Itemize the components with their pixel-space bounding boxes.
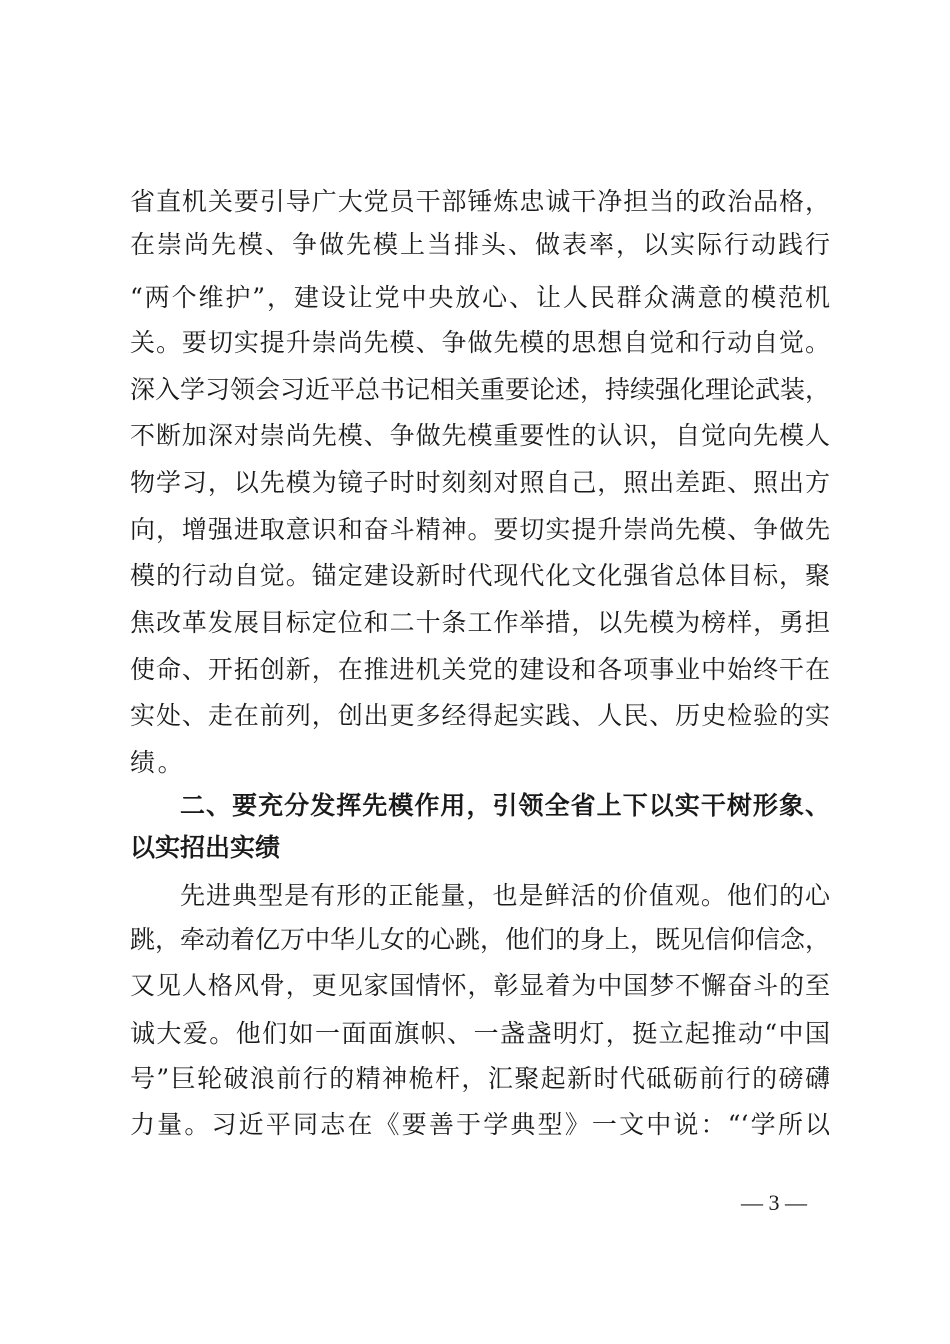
heading-line: 以实招出实绩 (130, 833, 281, 862)
text-line: 使命、开拓创新，在推进机关党的建设和各项事业中始终干在 (130, 655, 830, 684)
text-line: 省直机关要引导广大党员干部锤炼忠诚干净担当的政治品格， (130, 187, 830, 216)
text-line: 关。要切实提升崇尚先模、争做先模的思想自觉和行动自觉。 (130, 328, 830, 357)
text-line: 实处、走在前列，创出更多经得起实践、人民、历史检验的实 (130, 701, 830, 730)
text-line: “两个维护”，建设让党中央放心、让人民群众满意的模范机 (130, 283, 830, 312)
page-number: — 3 — (741, 1190, 807, 1215)
text-line: 在崇尚先模、争做先模上当排头、做表率，以实际行动践行 (130, 230, 830, 259)
text-line: 号”巨轮破浪前行的精神桅杆，汇聚起新时代砥砺前行的磅礴 (130, 1064, 830, 1093)
text-line: 焦改革发展目标定位和二十条工作举措，以先模为榜样，勇担 (130, 608, 830, 637)
text-line: 向，增强进取意识和奋斗精神。要切实提升崇尚先模、争做先 (130, 515, 830, 544)
text-line: 又见人格风骨，更见家国情怀，彰显着为中国梦不懈奋斗的至 (130, 971, 830, 1000)
text-line: 模的行动自觉。锚定建设新时代现代化文化强省总体目标，聚 (130, 561, 830, 590)
text-line: 诚大爱。他们如一面面旗帜、一盏盏明灯，挺立起推动“中国 (130, 1019, 830, 1048)
text-line: 不断加深对崇尚先模、争做先模重要性的认识，自觉向先模人 (130, 421, 830, 450)
text-line: 跳，牵动着亿万中华儿女的心跳，他们的身上，既见信仰信念， (130, 925, 831, 954)
text-line: 先进典型是有形的正能量，也是鲜活的价值观。他们的心 (180, 881, 830, 910)
text-line: 力量。习近平同志在《要善于学典型》一文中说：“‘学所以 (130, 1110, 830, 1139)
text-line: 绩。 (130, 748, 186, 777)
heading-line: 二、要充分发挥先模作用，引领全省上下以实干树形象、 (180, 791, 830, 820)
text-line: 物学习，以先模为镜子时时刻刻对照自己，照出差距、照出方 (130, 468, 830, 497)
text-line: 深入学习领会习近平总书记相关重要论述，持续强化理论武装， (130, 375, 831, 404)
